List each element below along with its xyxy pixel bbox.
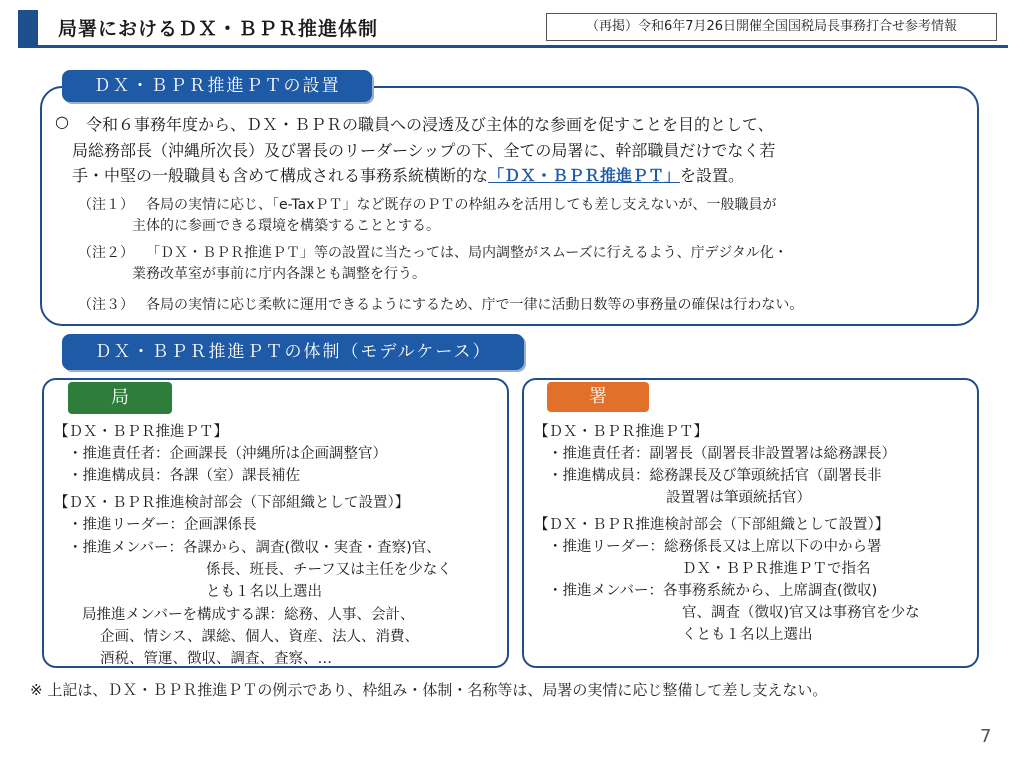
note-1-line-2: 主体的に参画できる環境を構築することとする。 (132, 218, 440, 234)
office-sub-line: くとも１名以上選出 (682, 627, 813, 643)
pt-highlight: 「ＤＸ・ＢＰＲ推進ＰＴ」 (488, 166, 681, 185)
bureau-pt-line: ・推進構成員：各課（室）課長補佐 (68, 468, 300, 484)
bureau-tag: 局 (68, 382, 172, 414)
note-1-line-1: 各局の実情に応じ、「e-TaxＰＴ」など既存のＰＴの枠組みを活用しても差し支えないが、一般職員が (146, 197, 777, 213)
office-pt-line: ・推進構成員：総務課長及び筆頭統括官（副署長非 (548, 468, 882, 484)
bureau-pt-title: 【ＤＸ・ＢＰＲ推進ＰＴ】 (54, 424, 228, 440)
office-sub-line: ＤＸ・ＢＰＲ推進ＰＴで指名 (682, 561, 871, 577)
bureau-sub-line: とも１名以上選出 (206, 584, 322, 600)
note-3-label: （注３） (78, 297, 134, 313)
section-label-model-case: ＤＸ・ＢＰＲ推進ＰＴの体制（モデルケース） (62, 334, 524, 370)
reference-box: （再掲）令和6年7月26日開催全国国税局長事務打合せ参考情報 (546, 13, 997, 41)
office-pt-line: 設置署は筆頭統括官） (666, 490, 811, 506)
office-sub-line: ・推進リーダー：総務係長又は上席以下の中から署 (548, 539, 882, 555)
office-sub-line: ・推進メンバー：各事務系統から、上席調査(徴収) (548, 583, 878, 599)
main-text-line-2: 局総務部長（沖縄所次長）及び署長のリーダーシップの下、全ての局署に、幹部職員だけでなく若 (72, 141, 776, 160)
note-1-label: （注１） (78, 197, 134, 213)
note-2-line-2: 業務改革室が事前に庁内各課とも調整を行う。 (132, 266, 426, 282)
note-2-label: （注２） (78, 245, 134, 261)
office-tag: 署 (547, 382, 649, 412)
footnote: ※ 上記は、ＤＸ・ＢＰＲ推進ＰＴの例示であり、枠組み・体制・名称等は、局署の実情に応じ整備して差し支えない。 (30, 681, 828, 699)
bureau-sub-title: 【ＤＸ・ＢＰＲ推進検討部会（下部組織として設置）】 (54, 495, 410, 511)
bureau-members-line: 酒税、管運、徴収、調査、査察、… (100, 651, 332, 667)
page-number: 7 (980, 726, 992, 747)
note-2-line-1: 「ＤＸ・ＢＰＲ推進ＰＴ」等の設置に当たっては、局内調整がスムーズに行えるよう、庁デジタル化・ (146, 245, 788, 261)
bureau-members-line: 局推進メンバーを構成する課：総務、人事、会計、 (82, 607, 415, 623)
note-3-line-1: 各局の実情に応じ柔軟に運用できるようにするため、庁で一律に活動日数等の事務量の確保は行わない。 (146, 297, 804, 313)
bureau-sub-line: 係長、班長、チーフ又は主任を少なく (206, 562, 452, 578)
header-divider (18, 45, 1008, 48)
office-sub-line: 官、調査（徴収)官又は事務官を少な (682, 605, 920, 621)
main-bullet: ○ (55, 112, 69, 131)
section-label-pt-establishment: ＤＸ・ＢＰＲ推進ＰＴの設置 (62, 70, 372, 102)
office-pt-title: 【ＤＸ・ＢＰＲ推進ＰＴ】 (534, 424, 708, 440)
office-pt-line: ・推進責任者：副署長（副署長非設置署は総務課長） (548, 446, 896, 462)
bureau-sub-line: ・推進メンバー：各課から、調査(徴収・実査・査察)官、 (68, 540, 441, 556)
bureau-pt-line: ・推進責任者：企画課長（沖縄所は企画調整官） (68, 446, 387, 462)
bureau-sub-line: ・推進リーダー：企画課係長 (68, 517, 257, 533)
office-sub-title: 【ＤＸ・ＢＰＲ推進検討部会（下部組織として設置）】 (534, 517, 890, 533)
bureau-members-line: 企画、情シス、課総、個人、資産、法人、消費、 (100, 629, 419, 645)
header-marker (18, 10, 38, 48)
main-text-line-1: 令和６事務年度から、ＤＸ・ＢＰＲの職員への浸透及び主体的な参画を促すことを目的として、 (86, 115, 774, 134)
main-text-line-3: 手・中堅の一般職員も含めて構成される事務系統横断的な「ＤＸ・ＢＰＲ推進ＰＴ」を設置。 (72, 166, 745, 185)
page-title: 局署におけるＤＸ・ＢＰＲ推進体制 (58, 18, 379, 40)
